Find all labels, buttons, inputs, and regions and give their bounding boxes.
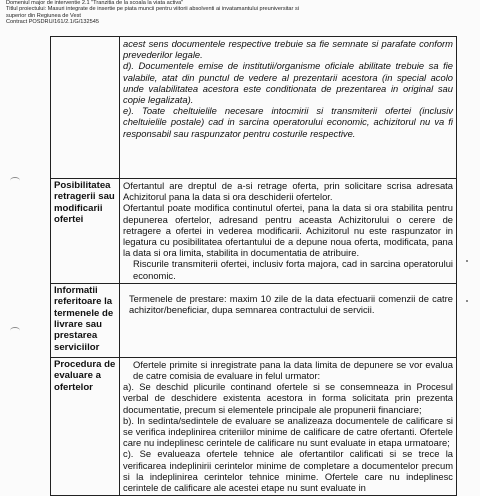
paragraph: Termenele de prestare: maxim 10 zile de la data efectuarii comenzii de catre achizitor/beneficiar, dupa semnarea contractului de servicii.	[129, 292, 453, 316]
margin-scan-mark	[466, 260, 468, 262]
table-row	[51, 37, 457, 179]
row-label: Posibilitatea retragerii sau modificarii ofertei	[51, 179, 120, 284]
document-header	[6, 0, 446, 26]
row-content	[120, 283, 457, 357]
specification-table	[50, 36, 457, 496]
table-row	[51, 179, 457, 284]
paragraph: acest sens documentele respective trebuie sa fie semnate si parafate conform prevederilor legale.	[123, 38, 453, 61]
margin-scan-mark	[10, 177, 20, 184]
margin-scan-mark	[466, 300, 468, 302]
paragraph: Ofertantul poate modifica continutul ofertei, pana la data si ora stabilita pentru depunerea ofertelor, adresand pentru aceasta Achizitorului o cerere de retragere a ofertei in vederea modificarii. Achizitorul nu este raspunzator in legatura cu posibilitatea ofertantului de a depune noua oferta, modificata, pana la data si ora limita, stabilita in documentatia de atribuire.	[123, 202, 453, 259]
paragraph: a). Se deschid plicurile continand ofertele si se consemneaza in Procesul verbal de deschidere existenta acestora in forma solicitata prin prezenta documentatie, precum si elementele principale ale propunerii financiare;	[123, 381, 453, 415]
row-label: Procedura de evaluare a ofertelor	[51, 357, 120, 495]
header-line: superior din Regiunea de Vest	[6, 12, 81, 19]
paragraph: Ofertele primite si inregistrate pana la data limita de depunere se vor evalua de catre comisia de evaluare in felul urmator:	[133, 358, 453, 382]
row-label	[51, 37, 120, 179]
table-row	[51, 283, 457, 357]
header-line: Domeniul major de interventie 2.1 "Tranzitia de la scoala la viata activa"	[6, 0, 184, 6]
paragraph: Ofertantul are dreptul de a-si retrage oferta, prin solicitare scrisa adresata Achizitorul pana la data si ora deschiderii ofertelor.	[123, 180, 453, 203]
paragraph: c). Se evalueaza ofertele tehnice ale ofertantilor calificati si se trece la verificarea indeplinirii cerintelor minime de completare a documentelor precum si la indeplinirea cerintelor tehnice minime. Ofertele care nu indeplinesc cerintele de calificare ale acestei etape nu sunt evaluate in	[123, 448, 453, 494]
paragraph: Riscurile transmiterii ofertei, inclusiv forta majora, cad in sarcina operatorului economic.	[133, 258, 453, 281]
header-line: Titlul proiectului: Masuri integrate de insertie pe piata muncii pentru viitorii absolventi ai invatamantului preuniversitar si	[6, 6, 299, 13]
paragraph: e). Toate cheltuielile necesare intocmirii si transmiterii ofertei (inclusiv cheltuielile postale) cad in sarcina operatorului economic, achizitorul nu va fi responsabil sau raspunzator pentru costurile respective.	[123, 105, 453, 139]
paragraph: b). In sedinta/sedintele de evaluare se analizeaza documentele de calificare si se verifica indeplinirea criteriilor minime de calificare de catre ofertanti. Ofertele care nu indeplinesc cerintele de calificare nu sunt evaluate in etapa urmatoare;	[123, 414, 453, 449]
row-content	[120, 357, 457, 495]
row-content	[120, 179, 457, 284]
paragraph: d). Documentele emise de institutii/organisme oficiale abilitate trebuie sa fie valabile, atat din punctul de vedere al prezentarii acestora (in special acolo unde valabilitatea acestora este conditionata de prezentarea in original sau copie legalizata).	[123, 60, 453, 106]
row-content	[120, 37, 457, 179]
header-line: Contract POSDRU/161/2.1/G/132545	[6, 19, 99, 26]
margin-scan-mark	[10, 327, 20, 334]
table-row	[51, 357, 457, 495]
row-label: Informatii referitoare la termenele de livrare sau prestarea serviciilor	[51, 283, 120, 357]
